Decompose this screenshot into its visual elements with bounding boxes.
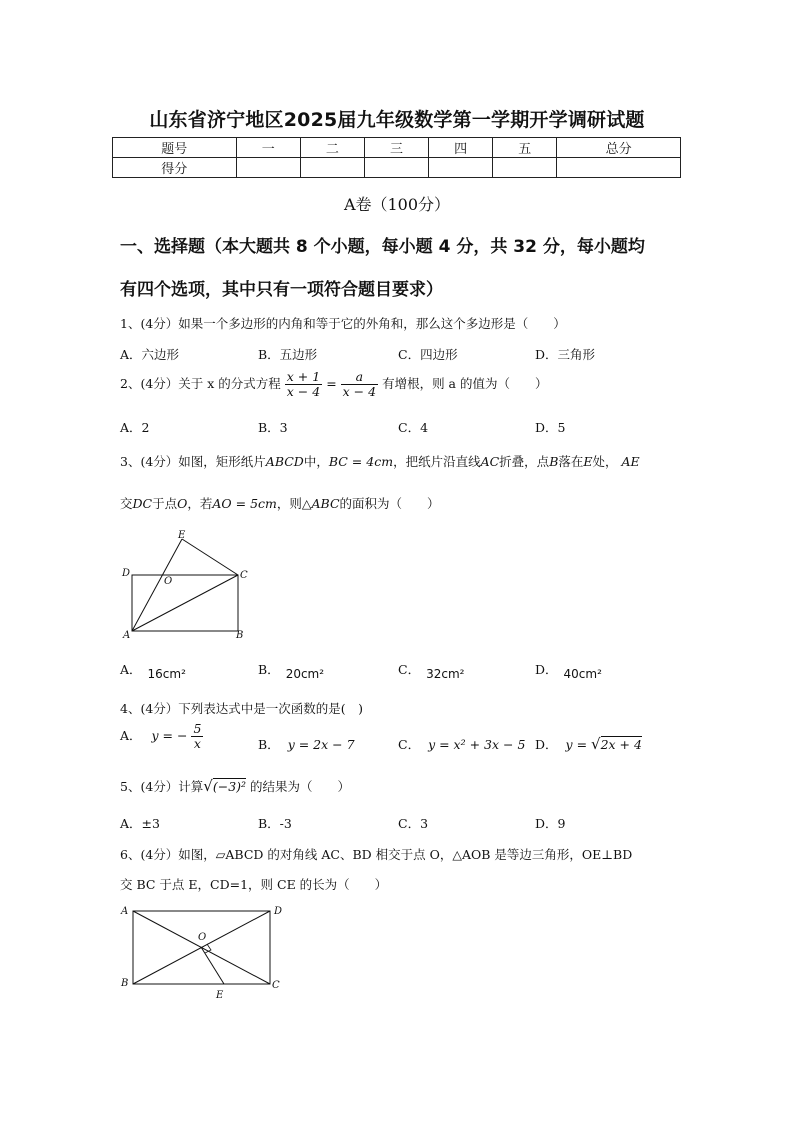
question-6-line1: 6、(4分）如图，▱ABCD 的对角线 AC、BD 相交于点 O，△AOB 是等边三角形，OE⊥BD <box>120 847 633 862</box>
q3-label-c: C <box>240 570 248 581</box>
q3-text: 落在 <box>558 454 584 469</box>
q2-option-d[interactable]: D．5 <box>535 420 566 435</box>
q5-stem-pre: 5、(4分）计算 <box>120 779 204 794</box>
score-row-label: 得分 <box>113 158 237 178</box>
question-2-stem <box>120 370 547 399</box>
q4-d-lhs: y = <box>565 737 592 752</box>
q3-math-triangle: △ABC <box>301 496 340 511</box>
score-table-header-row <box>113 138 681 158</box>
q3-math-abcd: ABCD <box>265 454 304 469</box>
option-letter: A． <box>120 727 142 743</box>
q3-rectangle-fold-figure <box>118 528 258 643</box>
question-6-line2: 交 BC 于点 E，CD=1，则 CE 的长为（ ） <box>120 877 388 892</box>
score-cell[interactable] <box>300 158 364 178</box>
sqrt-icon: √ <box>203 777 213 795</box>
q2-equals: = <box>326 375 337 391</box>
q3-text: ，则 <box>276 496 302 511</box>
option-letter: C． <box>398 737 421 752</box>
q2-option-c[interactable]: C．4 <box>398 420 429 435</box>
q4-a-denominator: x <box>193 735 201 751</box>
q6-label-c: C <box>272 980 280 991</box>
q6-label-d: D <box>274 906 283 917</box>
part1-heading-line1: 一、选择题（本大题共 8 个小题，每小题 4 分，共 32 分，每小题均 <box>120 237 645 257</box>
section-a-title: A卷（100分） <box>343 195 451 214</box>
q3-math-ao: AO = 5cm <box>212 496 277 511</box>
q3-text: 折叠，点 <box>499 454 550 469</box>
q3-line-ae <box>132 539 182 631</box>
q2-fraction-1 <box>285 370 322 399</box>
q3-label-b: B <box>236 630 244 641</box>
q2-frac2-denominator: x − 4 <box>342 383 377 399</box>
score-header-cell: 三 <box>364 138 428 158</box>
q4-a-numerator: 5 <box>193 721 202 736</box>
score-table-score-row <box>113 158 681 178</box>
part1-heading-line2: 有四个选项，其中只有一项符合题目要求） <box>120 280 443 300</box>
score-header-cell: 五 <box>493 138 557 158</box>
q4-option-d[interactable] <box>535 735 642 753</box>
q2-option-a[interactable]: A．2 <box>120 420 150 435</box>
q6-label-a: A <box>121 906 129 917</box>
question-5-stem <box>120 777 350 795</box>
q6-parallelogram-figure <box>118 902 293 1002</box>
score-header-cell: 四 <box>429 138 493 158</box>
q3-math-b: B <box>549 454 559 469</box>
q2-stem-pre: 2、(4分）关于 x 的分式方程 <box>120 375 281 391</box>
q3-option-c[interactable] <box>398 660 465 681</box>
q5-radicand: (−3)² <box>212 779 247 794</box>
score-table <box>112 137 681 178</box>
q3-text: 中， <box>303 454 329 469</box>
question-4-stem: 4、(4分）下列表达式中是一次函数的是( ) <box>120 701 364 716</box>
q2-option-b[interactable]: B．3 <box>258 420 288 435</box>
q3-math-o: O <box>177 496 188 511</box>
option-value: 16cm² <box>147 667 186 681</box>
q6-label-b: B <box>121 978 129 989</box>
q3-label-e: E <box>178 530 186 541</box>
q6-line-oe <box>201 947 224 984</box>
score-cell[interactable] <box>236 158 300 178</box>
q4-b-expression: y = 2x − 7 <box>287 737 355 752</box>
q3-option-d[interactable] <box>535 660 602 681</box>
option-value: 40cm² <box>563 667 602 681</box>
q3-option-a[interactable] <box>120 660 186 681</box>
q3-text: 3、(4分）如图，矩形纸片 <box>120 454 266 469</box>
q5-option-c[interactable]: C．3 <box>398 816 429 831</box>
q3-math-ae: AE <box>621 454 640 469</box>
q3-label-a: A <box>123 630 131 641</box>
q2-stem-post: 有增根，则 a 的值为（ ） <box>382 375 548 391</box>
q3-text: 于点 <box>152 496 178 511</box>
q4-option-a[interactable] <box>120 722 203 751</box>
q3-line-ec <box>182 539 238 575</box>
q4-a-lhs: y = − <box>151 727 188 743</box>
q2-frac1-numerator: x + 1 <box>286 369 321 384</box>
option-letter: D． <box>535 662 558 677</box>
score-cell[interactable] <box>557 158 681 178</box>
score-cell[interactable] <box>493 158 557 178</box>
score-cell[interactable] <box>364 158 428 178</box>
q3-text: ，把纸片沿直线 <box>393 454 481 469</box>
q1-option-c[interactable]: C．四边形 <box>398 347 458 362</box>
question-3-line1 <box>120 452 640 470</box>
option-value: 32cm² <box>426 667 465 681</box>
q4-option-b[interactable] <box>258 735 355 753</box>
score-cell[interactable] <box>429 158 493 178</box>
q5-stem-post: 的结果为（ ） <box>250 779 351 794</box>
q2-frac2-numerator: a <box>341 370 378 385</box>
q6-label-o: O <box>198 932 207 943</box>
q2-fraction-2 <box>341 370 378 399</box>
sqrt-icon: √ <box>591 735 601 753</box>
q3-text: 处， <box>592 454 618 469</box>
q5-option-b[interactable]: B．-3 <box>258 816 292 831</box>
q1-option-a[interactable]: A．六边形 <box>120 347 180 362</box>
q3-text: ，若 <box>187 496 213 511</box>
q3-math-dc: DC <box>132 496 153 511</box>
q3-label-o: O <box>164 576 173 587</box>
option-letter: B． <box>258 662 280 677</box>
exam-title: 山东省济宁地区2025届九年级数学第一学期开学调研试题 <box>149 109 645 131</box>
q3-math-e: E <box>583 454 593 469</box>
q4-option-c[interactable] <box>398 735 525 753</box>
score-header-cell: 二 <box>300 138 364 158</box>
q3-text: 的面积为（ ） <box>339 496 440 511</box>
q6-label-e: E <box>216 990 224 1001</box>
q3-label-d: D <box>122 568 131 579</box>
q1-option-d[interactable]: D．三角形 <box>535 347 596 362</box>
option-letter: D． <box>535 737 558 752</box>
question-3-line2 <box>120 494 440 512</box>
q4-d-radicand: 2x + 4 <box>600 737 642 752</box>
q4-a-fraction <box>191 722 203 751</box>
q1-option-b[interactable]: B．五边形 <box>258 347 318 362</box>
score-header-cell: 总分 <box>557 138 681 158</box>
option-value: 20cm² <box>285 667 325 681</box>
q3-math-bc: BC = 4cm <box>328 454 394 469</box>
q3-text: 交 <box>120 496 133 511</box>
option-letter: B． <box>258 737 280 752</box>
q2-frac1-denominator: x − 4 <box>286 383 321 399</box>
q5-option-a[interactable]: A．±3 <box>120 816 160 831</box>
q5-option-d[interactable]: D．9 <box>535 816 566 831</box>
q4-c-expression: y = x² + 3x − 5 <box>428 737 526 752</box>
q3-diagonal-ac <box>132 575 238 631</box>
option-letter: C． <box>398 662 421 677</box>
q3-option-b[interactable] <box>258 660 325 681</box>
option-letter: A． <box>120 662 142 677</box>
score-header-cell: 一 <box>236 138 300 158</box>
question-1-stem: 1、(4分）如果一个多边形的内角和等于它的外角和，那么这个多边形是（ ） <box>120 316 566 331</box>
q3-math-ac: AC <box>480 454 500 469</box>
score-header-cell: 题号 <box>113 138 237 158</box>
